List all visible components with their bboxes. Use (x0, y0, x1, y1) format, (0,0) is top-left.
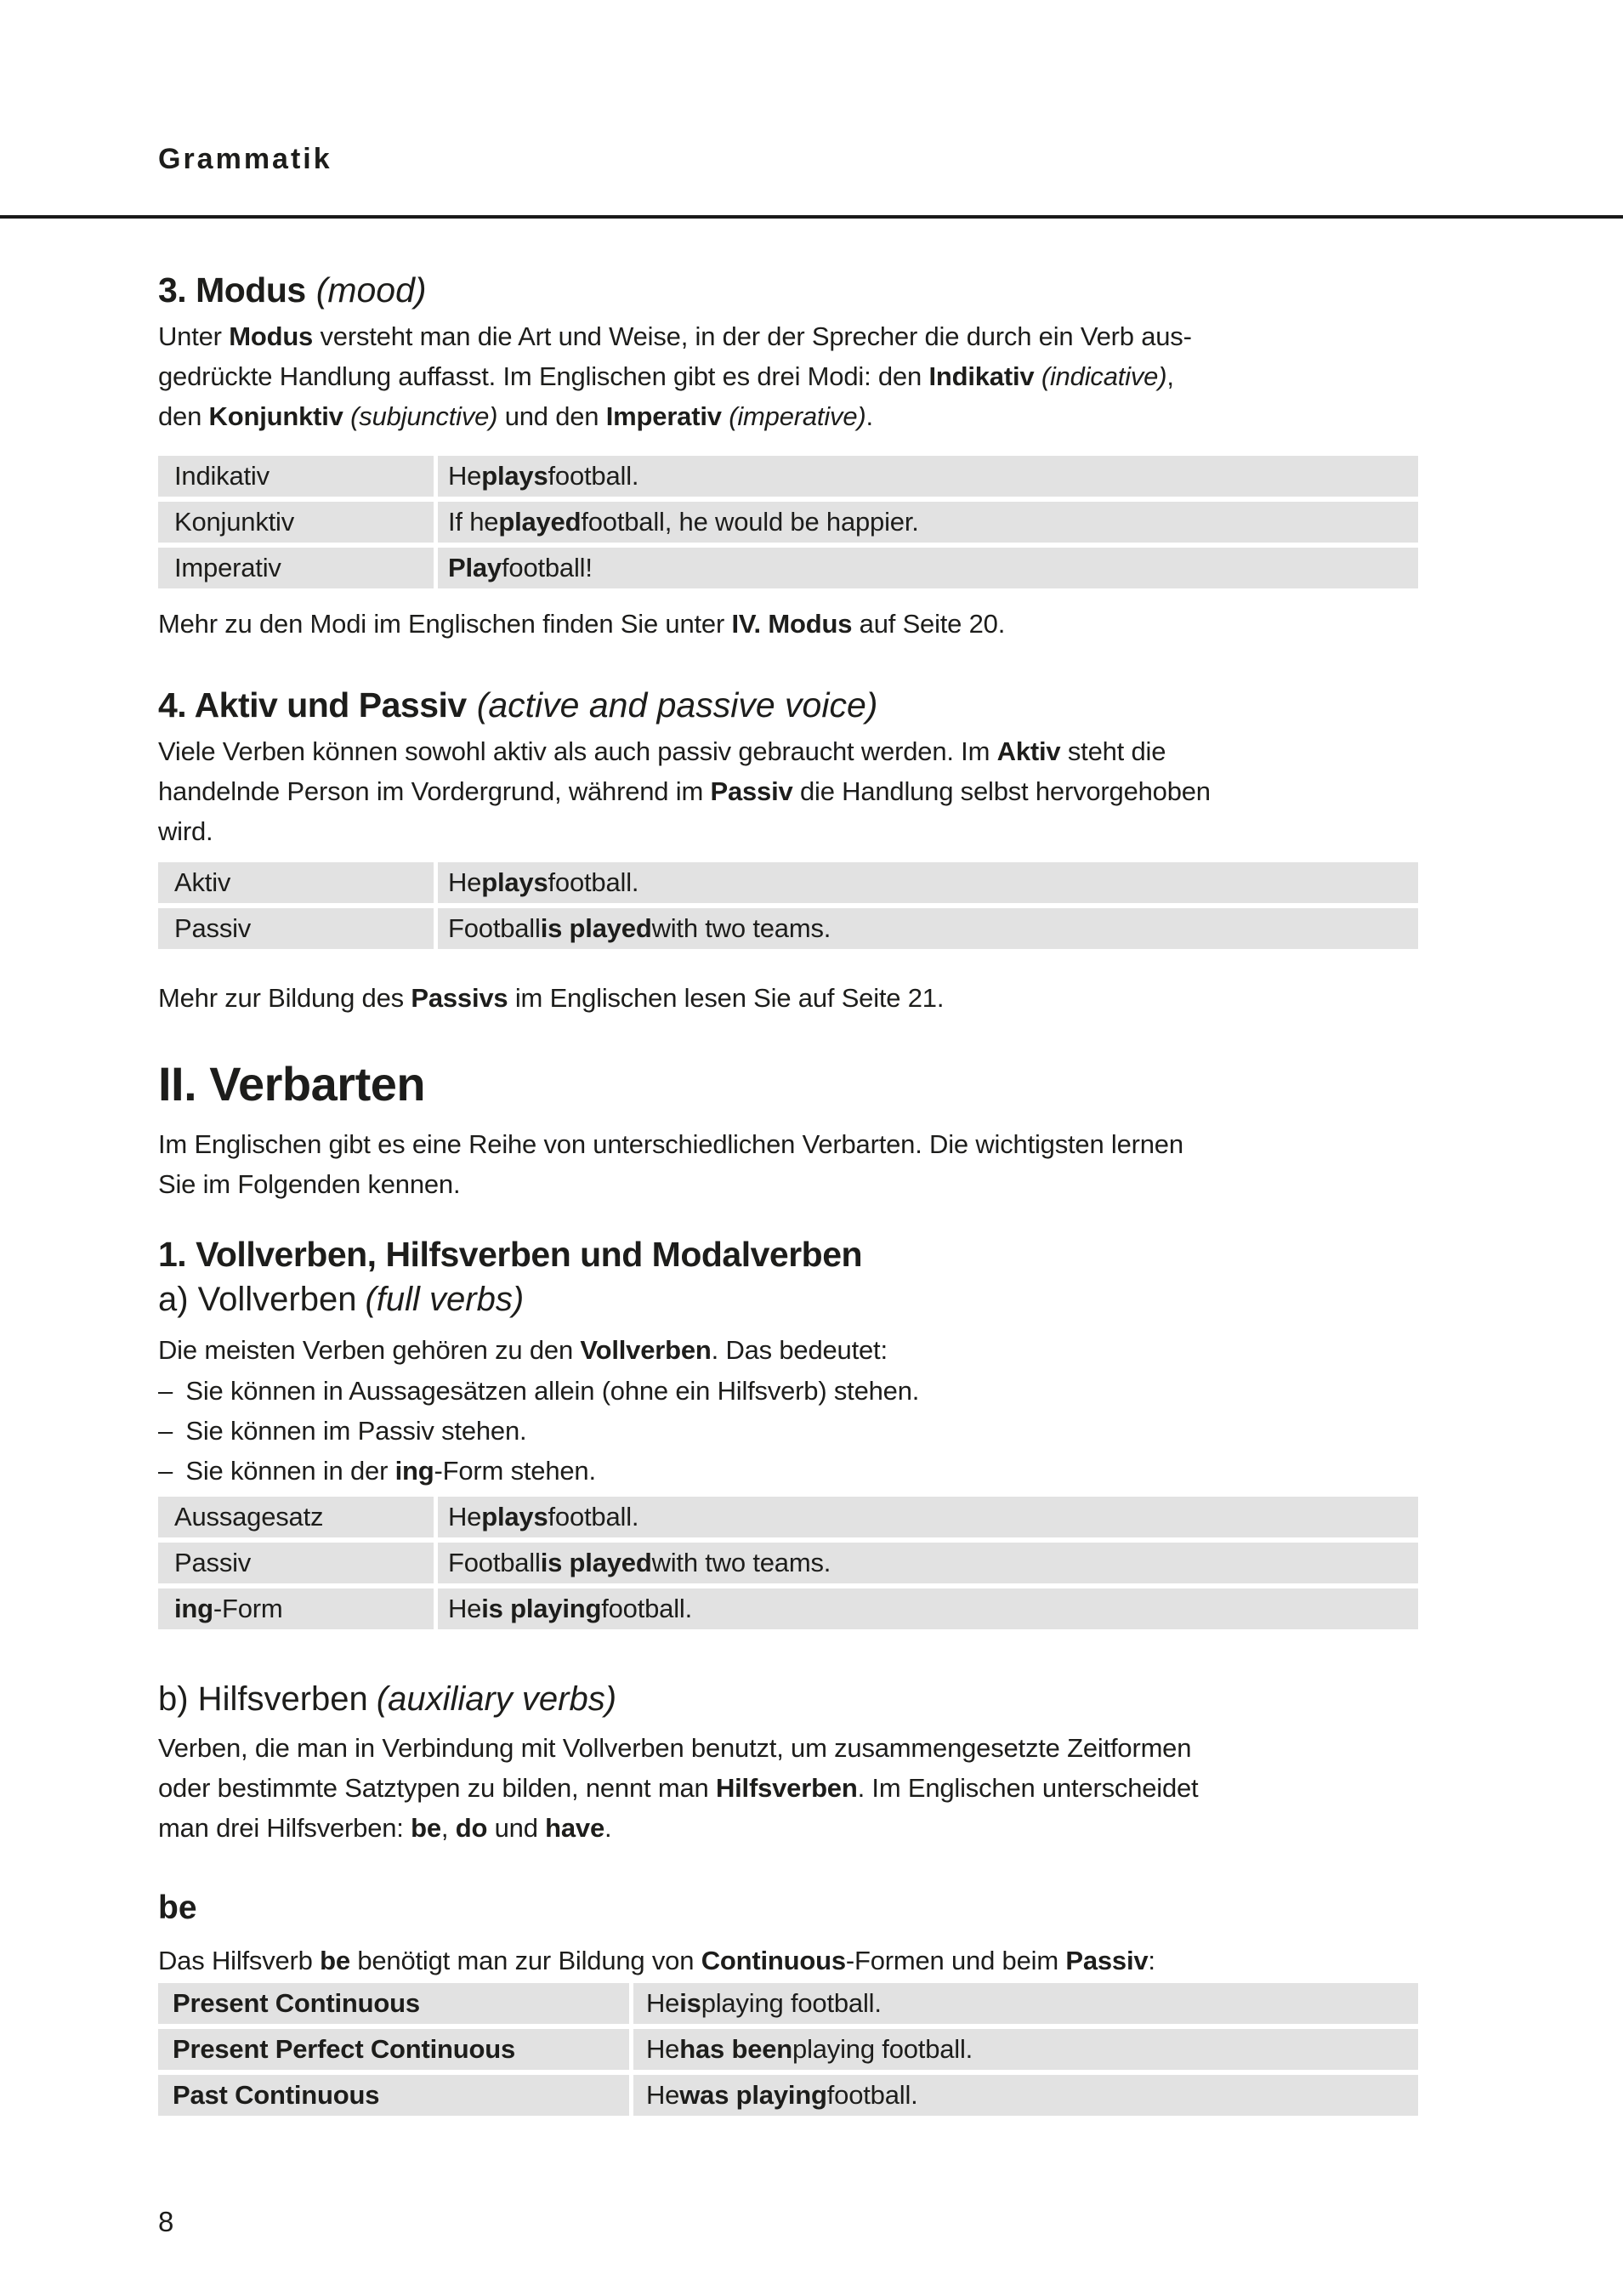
section-3-paragraph: Unter Modus versteht man die Art und Weise, in der der Sprecher die durch ein Verb aus- gedrückte Handlung auffasst. Im Englischen gibt es drei Modi: den Indikativ (indicative), den Konjunktiv (subjunctive) und den Imperativ (imperative). (158, 321, 1192, 431)
table-label-cell: ing -Form (158, 1588, 434, 1629)
table-example-cell: Play football! (438, 548, 1418, 588)
table-row (158, 1497, 1418, 1537)
table-example-cell: He is playing football. (633, 1983, 1418, 2024)
modus-table (158, 456, 1418, 594)
be-intro: Das Hilfsverb be benötigt man zur Bildung von Continuous-Formen und beim Passiv: (158, 1946, 1155, 1975)
subsection-b-heading-en: (auxiliary verbs) (376, 1680, 617, 1718)
section-4-heading (158, 685, 877, 725)
subsection-a-heading (158, 1281, 524, 1319)
table-row (158, 2029, 1418, 2070)
vollverben-bullets: – Sie können in Aussagesätzen allein (ohne ein Hilfsverb) stehen. – Sie können im Passiv stehen. – Sie können in der ing-Form stehen. (158, 1376, 920, 1486)
table-example-cell: He plays football. (438, 456, 1418, 497)
section-4-paragraph: Viele Verben können sowohl aktiv als auch passiv gebraucht werden. Im Aktiv steht die handelnde Person im Vordergrund, während im Passiv die Handlung selbst hervorgehoben wird. (158, 736, 1211, 846)
section-4-heading-en: (active and passive voice) (476, 685, 878, 725)
table-example-cell: If he played football, he would be happier. (438, 502, 1418, 543)
table-label-cell: Indikativ (158, 456, 434, 497)
table-row (158, 1983, 1418, 2024)
vollverben-intro: Die meisten Verben gehören zu den Vollverben. Das bedeutet: (158, 1335, 888, 1365)
section-3-heading-de: 3. Modus (158, 270, 306, 310)
table-label-cell: Imperativ (158, 548, 434, 588)
chapter-2-paragraph: Im Englischen gibt es eine Reihe von unterschiedlichen Verbarten. Die wichtigsten lernen Sie im Folgenden kennen. (158, 1129, 1183, 1199)
section-3-heading (158, 270, 427, 310)
header-rule (0, 215, 1623, 219)
table-example-cell: He has been playing football. (633, 2029, 1418, 2070)
table-label-cell: Aktiv (158, 862, 434, 903)
subsection-b-heading-de: b) Hilfsverben (158, 1680, 368, 1718)
table-label-cell: Past Continuous (158, 2075, 629, 2116)
table-label-cell: Konjunktiv (158, 502, 434, 543)
hilfsverben-paragraph: Verben, die man in Verbindung mit Vollverben benutzt, um zusammengesetzte Zeitformen oder bestimmte Satztypen zu bilden, nennt man Hilfsverben. Im Englischen unterscheidet man drei Hilfsverben: be, do und have. (158, 1733, 1199, 1843)
table-example-cell: He was playing football. (633, 2075, 1418, 2116)
section-4-heading-de: 4. Aktiv und Passiv (158, 685, 467, 725)
running-head: Grammatik (158, 143, 332, 175)
table-row (158, 862, 1418, 903)
section-3-heading-en: (mood) (315, 270, 427, 310)
table-label-cell: Present Perfect Continuous (158, 2029, 629, 2070)
section-4-note: Mehr zur Bildung des Passivs im Englischen lesen Sie auf Seite 21. (158, 983, 945, 1013)
subsection-a-heading-en: (full verbs) (365, 1281, 525, 1318)
table-example-cell: He plays football. (438, 1497, 1418, 1537)
table-example-cell: He plays football. (438, 862, 1418, 903)
be-table (158, 1983, 1418, 2121)
table-example-cell: Football is played with two teams. (438, 908, 1418, 949)
section-3-note: Mehr zu den Modi im Englischen finden Sie unter IV. Modus auf Seite 20. (158, 609, 1006, 639)
table-row (158, 502, 1418, 543)
subsection-a-heading-de: a) Vollverben (158, 1281, 357, 1318)
table-example-cell: He is playing football. (438, 1588, 1418, 1629)
be-heading: be (158, 1890, 197, 1926)
table-row (158, 908, 1418, 949)
table-row (158, 1543, 1418, 1583)
table-row (158, 456, 1418, 497)
table-label-cell: Passiv (158, 1543, 434, 1583)
page-number: 8 (158, 2206, 174, 2237)
table-label-cell: Aussagesatz (158, 1497, 434, 1537)
subsection-1-heading: 1. Vollverben, Hilfsverben und Modalverben (158, 1235, 863, 1274)
table-row (158, 1588, 1418, 1629)
aktiv-passiv-table (158, 862, 1418, 954)
table-row (158, 548, 1418, 588)
table-label-cell: Present Continuous (158, 1983, 629, 2024)
table-example-cell: Football is played with two teams. (438, 1543, 1418, 1583)
table-row (158, 2075, 1418, 2116)
chapter-2-heading: II. Verbarten (158, 1057, 426, 1111)
subsection-b-heading (158, 1680, 616, 1719)
vollverben-table (158, 1497, 1418, 1634)
table-label-cell: Passiv (158, 908, 434, 949)
